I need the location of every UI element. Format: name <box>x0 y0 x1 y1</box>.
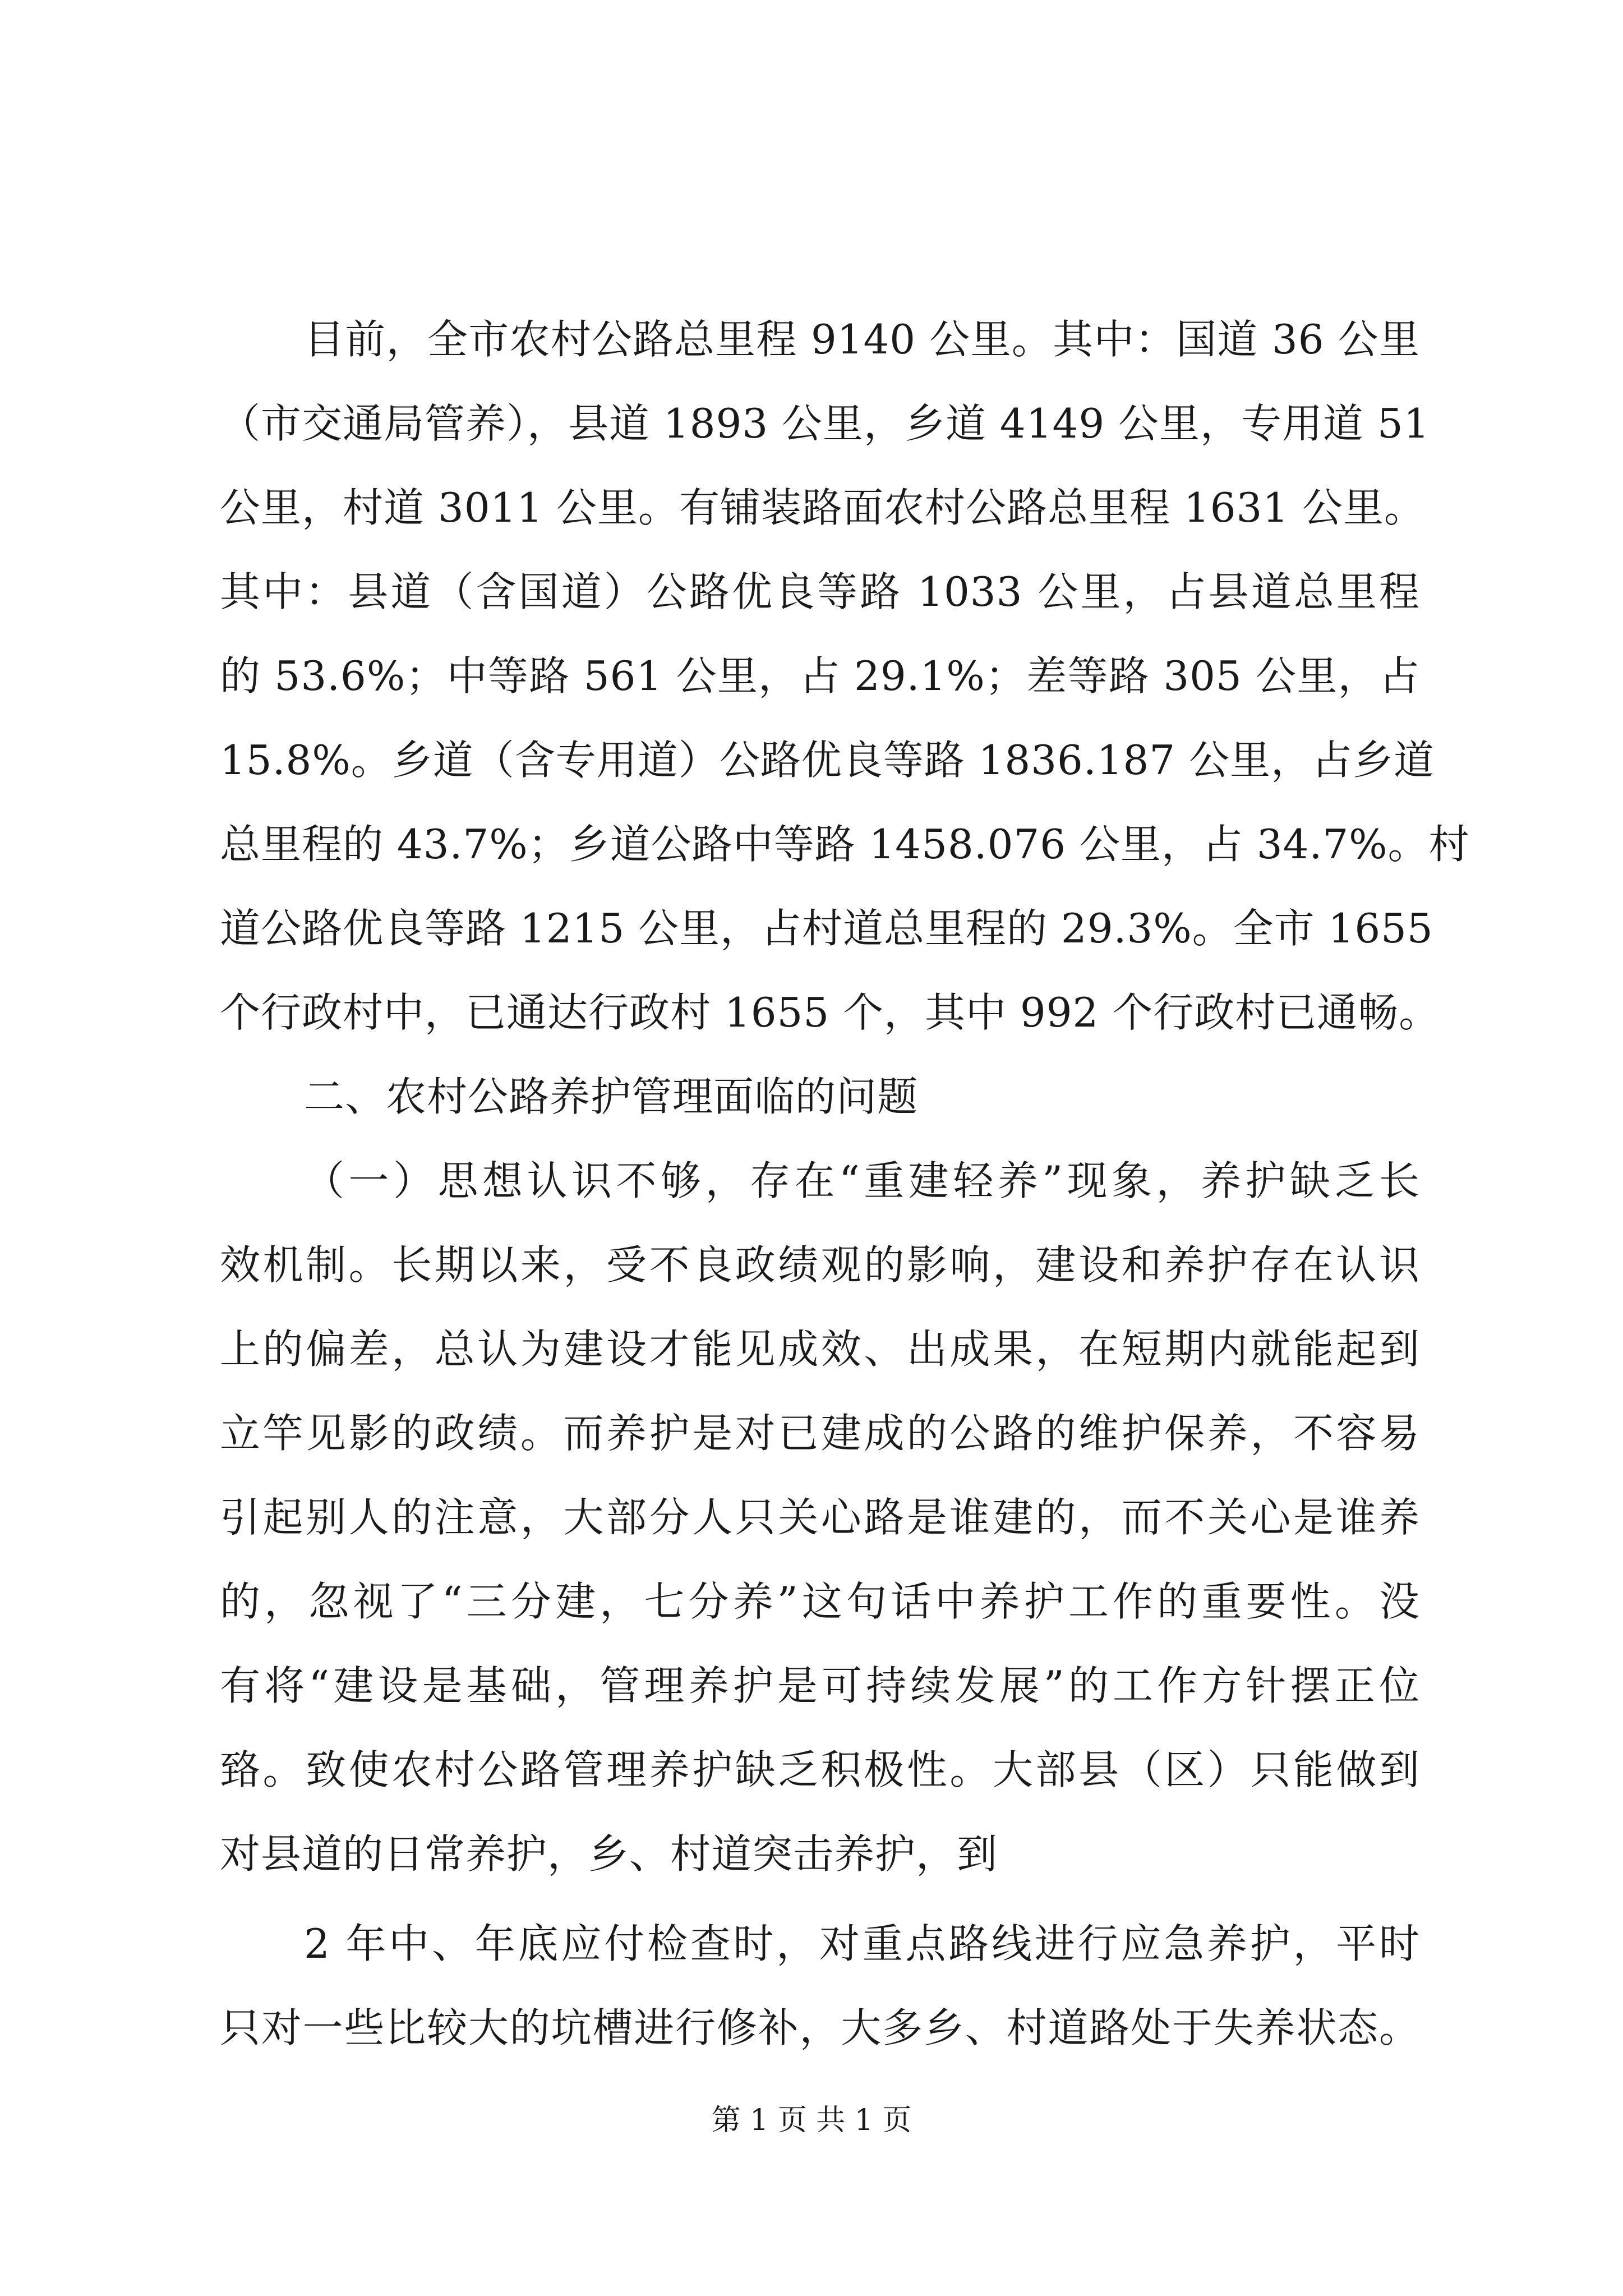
paragraph-line: 有将“建设是基础，管理养护是可持续发展”的工作方针摆正位 <box>220 1662 1420 1709</box>
paragraph-line: 引起别人的注意，大部分人只关心路是谁建的，而不关心是谁养 <box>220 1494 1420 1541</box>
paragraph-line: 上的偏差，总认为建设才能见成效、出成果，在短期内就能起到 <box>220 1326 1420 1373</box>
paragraph-line: 道公路优良等路 1215 公里，占村道总里程的 29.3%。全市 1655 <box>220 905 1433 952</box>
paragraph-line: 对县道的日常养护，乡、村道突击养护，到 <box>220 1830 998 1878</box>
paragraph-line: 其中：县道（含国道）公路优良等路 1033 公里，占县道总里程 <box>220 568 1420 615</box>
paragraph-line: 的，忽视了“三分建，七分养”这句话中养护工作的重要性。没 <box>220 1578 1420 1625</box>
paragraph-line: 15.8%。乡道（含专用道）公路优良等路 1836.187 公里，占乡道 <box>220 737 1435 784</box>
paragraph-line: （市交通局管养），县道 1893 公里，乡道 4149 公里，专用道 51 <box>220 400 1430 447</box>
paragraph-line: 总里程的 43.7%；乡道公路中等路 1458.076 公里，占 34.7%。村 <box>220 821 1470 868</box>
paragraph-line: 臵。致使农村公路管理养护缺乏积极性。大部县（区）只能做到 <box>220 1746 1420 1793</box>
paragraph-line: 公里，村道 3011 公里。有铺装路面农村公路总里程 1631 公里。 <box>220 484 1426 531</box>
paragraph-line: 2 年中、年底应付检查时，对重点路线进行应急养护，平时 <box>304 1920 1420 1967</box>
paragraph-line: 立竿见影的政绩。而养护是对已建成的公路的维护保养，不容易 <box>220 1410 1420 1457</box>
paragraph-line: 个行政村中，已通达行政村 1655 个，其中 992 个行政村已通畅。 <box>220 989 1440 1036</box>
paragraph-line: 效机制。长期以来，受不良政绩观的影响，建设和养护存在认识 <box>220 1241 1420 1289</box>
paragraph-line: 目前，全市农村公路总里程 9140 公里。其中：国道 36 公里 <box>304 316 1420 363</box>
paragraph-line: （一）思想认识不够，存在“重建轻养”现象，养护缺乏长 <box>304 1157 1420 1204</box>
section-heading: 二、农村公路养护管理面临的问题 <box>304 1073 919 1120</box>
page-number-footer: 第 1 页 共 1 页 <box>711 2104 912 2137</box>
paragraph-line: 的 53.6%；中等路 561 公里，占 29.1%；差等路 305 公里，占 <box>220 652 1420 700</box>
paragraph-line: 只对一些比较大的坑槽进行修补，大多乡、村道路处于失养状态。 <box>220 2004 1420 2051</box>
